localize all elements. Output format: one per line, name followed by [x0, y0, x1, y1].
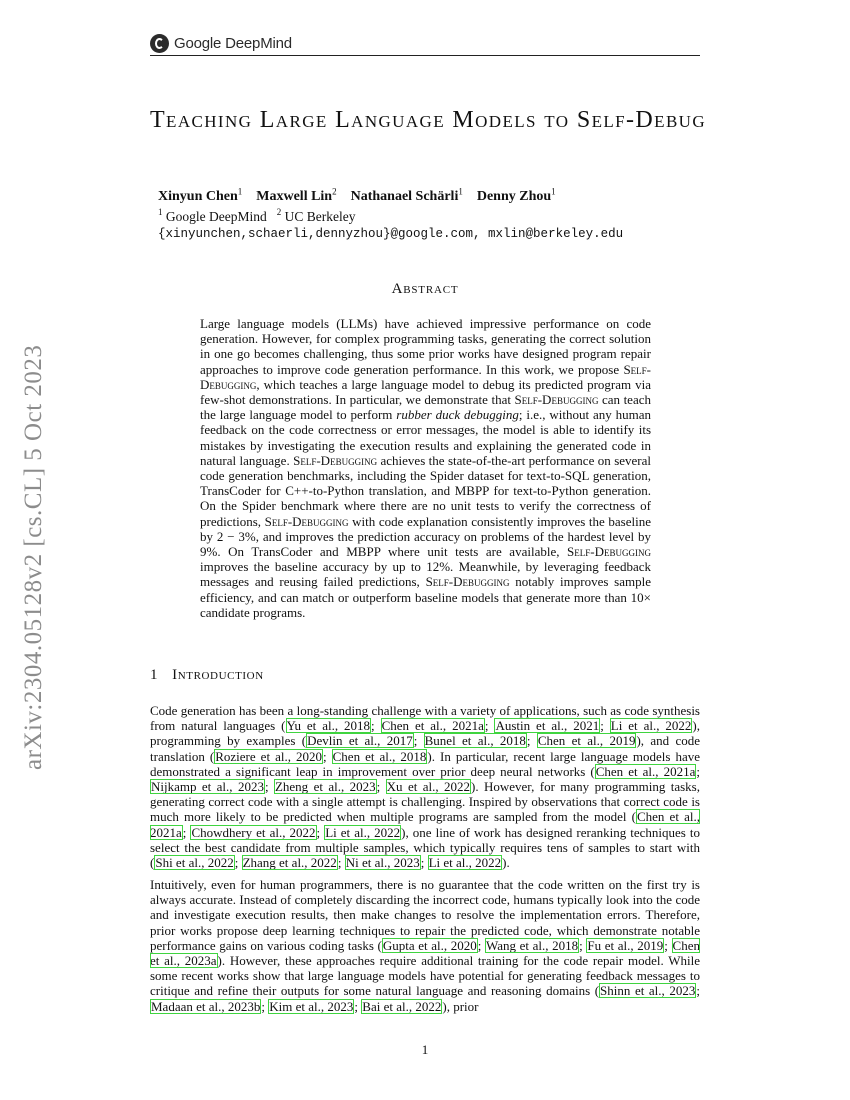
text-run: ; i.e., without any human feedback on the code correctness or error messages, the model is able to identify its mistakes by investigating the execution results and explaining the generated code in natural language. [200, 407, 652, 468]
citation-link[interactable]: Xu et al., 2022 [386, 779, 470, 795]
text-run: , which teaches a large language model to debug its predicted program via few-shot demonstrations. In particular, we demonstrate that [200, 376, 651, 408]
citation-link[interactable]: Fu et al., 2019 [587, 937, 664, 953]
section-heading [150, 667, 264, 684]
method-name: Self-Debugging [293, 452, 378, 468]
text-run: ; [261, 998, 269, 1014]
text-run: can teach the large language model to perform [200, 392, 651, 423]
text-run: ; [696, 763, 700, 779]
text-run: ; [264, 779, 274, 795]
citation-link[interactable]: Gupta et al., 2020 [382, 937, 477, 953]
affiliation-number: 2 [276, 207, 282, 217]
logo-text: Google DeepMind [174, 34, 292, 52]
text-run: ; [337, 855, 345, 871]
text-run: ; [371, 718, 381, 734]
citation-link[interactable]: Yu et al., 2018 [286, 718, 371, 734]
arxiv-stamp: arXiv:2304.05128v2 [cs.CL] 5 Oct 2023 [20, 344, 47, 770]
author-list [158, 186, 570, 205]
author-affiliation-mark: 1 [551, 186, 556, 196]
text-run: ; [413, 733, 424, 749]
citation-link[interactable]: Wang et al., 2018 [486, 937, 579, 953]
author-name: Xinyun Chen$^1$ [158, 186, 243, 204]
text-run: ; [484, 718, 495, 734]
citation-link[interactable]: Madaan et al., 2023b [151, 998, 261, 1014]
section-number: 1 [150, 667, 159, 683]
citation-link[interactable]: Chen et al., 2021a [595, 763, 696, 779]
abstract-text [200, 316, 651, 620]
method-name: Self-Debugging [200, 361, 651, 392]
page-number: 1 [421, 1042, 429, 1057]
citation-link[interactable]: Zheng et al., 2023 [274, 779, 376, 795]
citation-link[interactable]: Shinn et al., 2023 [600, 983, 696, 999]
text-run: improves the baseline accuracy by up to 12%. Meanwhile, by leveraging feedback messages and reusing failed predictions, [200, 559, 651, 590]
text-run: Intuitively, even for human programmers, there is no guarantee that the code written on the first try is always accurate. Instead of completely discarding the incorrect code, humans typically look into the code and investigate execution results, then make changes to resolve the implementation errors. Therefore, prior works propose deep learning techniques to repair the predicted code, which demonstrate notable performance gains on various coding tasks ( [150, 877, 700, 953]
paper-title: Teaching Large Language Models to Self-Debug [150, 107, 707, 133]
text-run: ; [234, 855, 242, 871]
text-run: ; [477, 937, 486, 953]
section-title: Introduction [172, 667, 264, 683]
citation-link[interactable]: Zhang et al., 2022 [242, 855, 337, 871]
citation-link[interactable]: Chen et al., 2018 [332, 748, 427, 764]
citation-link[interactable]: Bai et al., 2022 [362, 998, 442, 1014]
author-affiliation-mark: 1 [458, 186, 463, 196]
text-run: ; [316, 824, 325, 840]
citation-link[interactable]: Nijkamp et al., 2023 [151, 779, 264, 795]
text-run: ; [600, 718, 610, 734]
emphasis-text: rubber duck debugging [396, 407, 519, 423]
text-run: Large language models (LLMs) have achieved impressive performance on code generation. However, for complex programming tasks, generating the correct solution in one go becomes challenging, thus some prior works have designed program repair approaches to improve code generation performance. In this work, we propose [200, 316, 651, 377]
text-run: ). In particular, recent large language models have demonstrated a significant leap in improvement over prior deep neural networks ( [150, 748, 700, 779]
citation-link[interactable]: Li et al., 2022 [325, 824, 401, 840]
text-run: ). However, these approaches require additional training for the code repair model. While some recent works show that large language models have potential for generating feedback messages to critique and refine their outputs for some natural language and reasoning domains ( [150, 953, 700, 999]
method-name: Self-Debugging [264, 513, 349, 529]
text-run: ), prior [442, 998, 479, 1014]
citation-link[interactable]: Austin et al., 2021 [495, 718, 600, 734]
method-name: Self-Debugging [425, 574, 510, 590]
citation-link[interactable]: Kim et al., 2023 [269, 998, 354, 1014]
citation-link[interactable]: Li et al., 2022 [428, 855, 502, 871]
text-run: ; [376, 779, 386, 795]
intro-paragraph [150, 877, 700, 1014]
citation-link[interactable]: Chen et al., 2023a [150, 937, 700, 969]
deepmind-logo-icon [150, 34, 169, 53]
citation-link[interactable]: Chen et al., 2019 [537, 733, 636, 749]
citation-link[interactable]: Shi et al., 2022 [155, 855, 234, 871]
citation-link[interactable]: Li et al., 2022 [610, 718, 692, 734]
author-name: Nathanael Schärli$^1$ [350, 186, 463, 204]
citation-link[interactable]: Ni et al., 2023 [345, 855, 420, 871]
abstract-heading: Abstract [391, 281, 459, 297]
text-run: achieves the state-of-the-art performance on several code generation benchmarks, including the Spider dataset for text-to-SQL generation, TransCoder for C++-to-Python translation, and MBPP for text-to-Python generation. On the Spider benchmark where there are no unit tests to verify the correctness of predictions, [200, 452, 651, 529]
page-header [150, 33, 700, 56]
text-run: ; [182, 824, 191, 840]
text-run: ; [664, 937, 672, 953]
text-run: ; [420, 855, 428, 871]
text-run: ; [696, 983, 700, 999]
text-run: ; [526, 733, 537, 749]
citation-link[interactable]: Roziere et al., 2020 [215, 748, 322, 764]
affiliation-name: UC Berkeley [281, 208, 356, 224]
text-run: ). [502, 855, 510, 871]
text-run: ), and code translation ( [150, 733, 700, 764]
author-affiliation-mark: 1 [237, 186, 243, 196]
citation-link[interactable]: Chen et al., 2021a [381, 718, 484, 734]
text-run: notably improves sample efficiency, and can match or outperform baseline models that generate more than 10× candidate programs. [200, 574, 651, 620]
citation-link[interactable]: Bunel et al., 2018 [424, 733, 526, 749]
author-emails: {xinyunchen,schaerli,dennyzhou}@google.com, mxlin@berkeley.edu [158, 227, 624, 241]
affiliation-number: 1 [158, 207, 163, 217]
affiliation-name: Google DeepMind [162, 208, 267, 224]
author-name: Denny Zhou$^1$ [476, 186, 556, 204]
method-name: Self-Debugging [514, 392, 599, 408]
text-run: with code explanation consistently improves the baseline by 2 − 3%, and improves the prediction accuracy on problems of the hardest level by 9%. On TransCoder and MBPP where unit tests are available, [200, 513, 651, 560]
text-run: ). However, for many programming tasks, generating correct code with a single attempt is challenging. Inspired by observations that correct code is much more likely to be predicted when multiple programs are sampled from the model ( [150, 779, 700, 825]
method-name: Self-Debugging [567, 544, 651, 560]
author-affiliation-mark: 2 [332, 186, 337, 196]
citation-link[interactable]: Chen et al., 2021a [150, 809, 700, 840]
google-deepmind-logo [150, 33, 292, 53]
text-run: ; [354, 998, 362, 1014]
author-name: Maxwell Lin$^2$ [256, 186, 337, 204]
text-run: ), programming by examples ( [150, 718, 700, 749]
text-run: ; [579, 937, 587, 953]
citation-link[interactable]: Chowdhery et al., 2022 [191, 824, 316, 840]
citation-link[interactable]: Devlin et al., 2017 [307, 733, 413, 749]
affiliations [158, 207, 365, 225]
text-run: Code generation has been a long-standing challenge with a variety of applications, such as code synthesis from natural languages ( [150, 703, 700, 734]
text-run: ; [322, 748, 332, 764]
intro-paragraph [150, 703, 700, 870]
text-run: ), one line of work has designed reranking techniques to select the best candidate from multiple samples, which typically requires tens of samples to start with ( [150, 824, 700, 871]
